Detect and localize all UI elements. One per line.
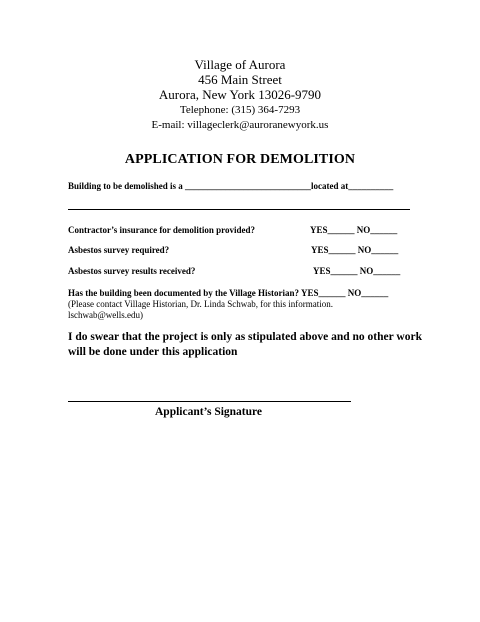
asbestos-question: Asbestos survey required?: [68, 245, 170, 255]
historian-email: lschwab@wells.edu): [68, 310, 144, 320]
historian-question: Has the building been documented by the Village Historian? YES______ NO______: [68, 288, 389, 298]
asbestos-results-question: Asbestos survey results received?: [68, 266, 196, 276]
signature-line: [68, 401, 351, 402]
signature-label: Applicant’s Signature: [155, 406, 263, 418]
street-address: 456 Main Street: [198, 72, 282, 87]
insurance-question: Contractor’s insurance for demolition provided?: [68, 225, 255, 235]
email: E-mail: villageclerk@auroranewyork.us: [151, 119, 329, 131]
blank-line: [68, 209, 410, 210]
telephone: Telephone: (315) 364-7293: [179, 104, 301, 116]
oath-line-2: will be done under this application: [68, 346, 238, 358]
form-title: APPLICATION FOR DEMOLITION: [124, 152, 356, 167]
building-field: Building to be demolished is a ____________________________located at__________: [68, 181, 394, 191]
org-name: Village of Aurora: [194, 57, 286, 72]
historian-note: (Please contact Village Historian, Dr. Linda Schwab, for this information.: [68, 299, 333, 309]
asbestos-answer: YES______ NO______: [311, 245, 399, 255]
insurance-answer: YES______ NO______: [310, 225, 398, 235]
city-address: Aurora, New York 13026-9790: [158, 87, 322, 102]
oath-line-1: I do swear that the project is only as stipulated above and no other work: [68, 331, 422, 343]
asbestos-results-answer: YES______ NO______: [313, 266, 401, 276]
